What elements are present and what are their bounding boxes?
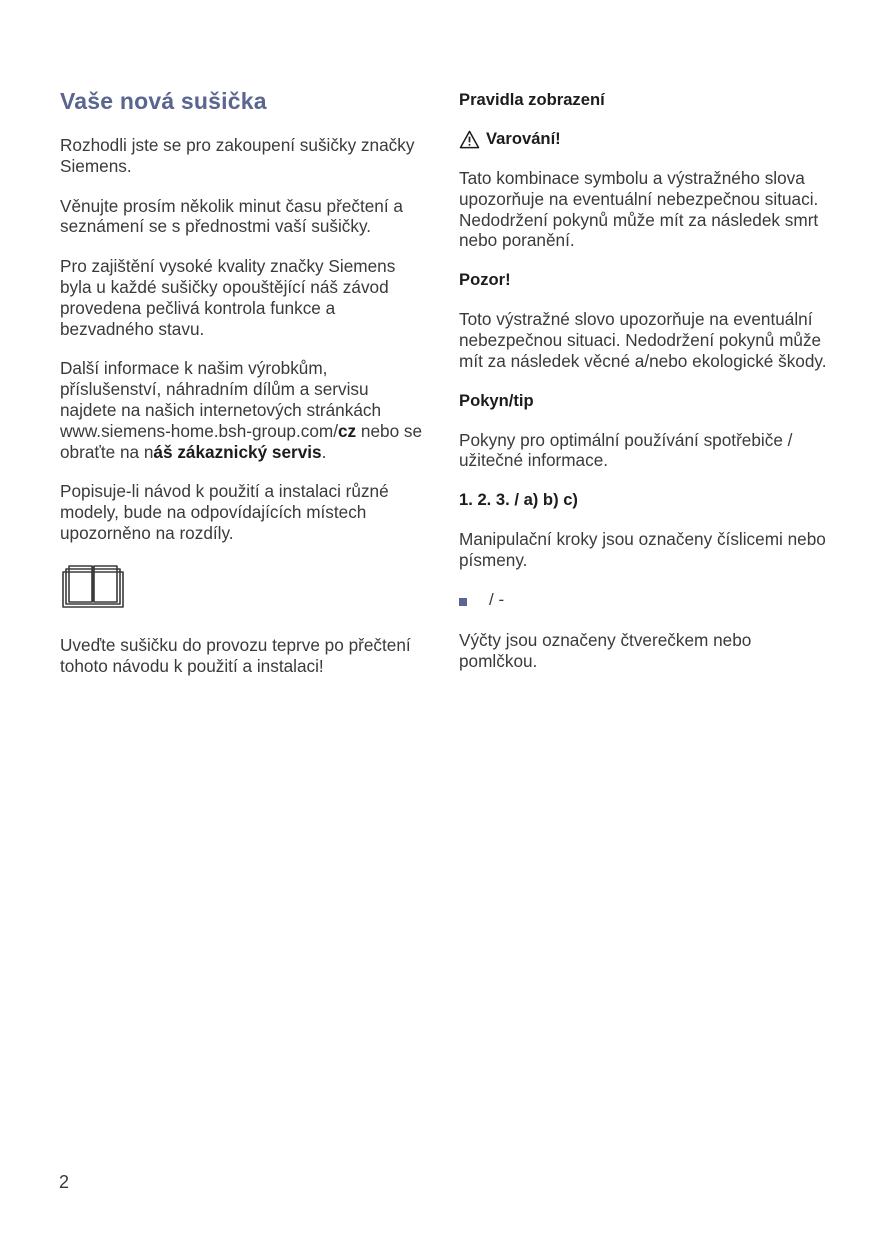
- list-marker-row: [459, 590, 829, 610]
- start-paragraph: Uveďte sušičku do provozu teprve po přečtení tohoto návodu k použití a instalaci!: [60, 634, 411, 676]
- square-bullet-icon: [459, 598, 467, 606]
- left-column: [60, 86, 426, 695]
- list-marker-text: / -: [489, 589, 505, 609]
- list-text: Výčty jsou označeny čtverečkem nebo pomlčkou.: [459, 629, 752, 671]
- models-paragraph: Popisuje-li návod k použití a instalaci různé modely, bude na odpovídajících místech upozorněno na rozdíly.: [60, 481, 389, 543]
- info-text: Další informace k našim výrobkům, příslušenství, náhradním dílům a servisu najdete na našich internetových stránkách www.siemens-home.bsh-group.com/: [60, 358, 382, 441]
- caution-title: Pozor!: [459, 270, 511, 290]
- manual-book-icon: [62, 563, 124, 609]
- tip-title: Pokyn/tip: [459, 390, 534, 410]
- tip-text: Pokyny pro optimální používání spotřebiče / užitečné informace.: [459, 429, 793, 471]
- right-column: [459, 86, 829, 690]
- intro-paragraph: Rozhodli jste se pro zakoupení sušičky značky Siemens.: [60, 135, 415, 176]
- steps-text: Manipulační kroky jsou označeny číslicemi nebo písmeny.: [459, 529, 826, 570]
- page-number: 2: [59, 1172, 70, 1192]
- steps-title: 1. 2. 3. / a) b) c): [459, 490, 578, 510]
- warning-title: Varování!: [486, 129, 561, 148]
- warning-triangle-icon: [459, 130, 480, 149]
- info-text-2: nebo se obraťte na n: [60, 420, 423, 462]
- info-paragraph: [60, 358, 426, 462]
- customer-service-link[interactable]: áš zákaznický servis: [153, 441, 322, 462]
- country-code: cz: [337, 420, 357, 441]
- read-paragraph: Věnujte prosím několik minut času přečtení a seznámení se s přednostmi vaší sušičky.: [60, 195, 403, 237]
- rules-heading: Pravidla zobrazení: [459, 90, 605, 109]
- quality-paragraph: Pro zajištění vysoké kvality značky Siemens byla u každé sušičky opouštějící náš závod provedena pečlivá kontrola funkce a bezvadného stavu.: [60, 256, 396, 339]
- caution-text: Toto výstražné slovo upozorňuje na eventuální nebezpečnou situaci. Nedodržení pokynů může mít za následek věcné a/nebo ekologické škody.: [459, 309, 827, 371]
- warning-text: Tato kombinace symbolu a výstražného slova upozorňuje na eventuální nebezpečnou situaci. Nedodržení pokynů může mít za následek smrt nebo poranění.: [459, 168, 819, 251]
- page-title: Vaše nová sušička: [60, 88, 267, 114]
- info-period: .: [321, 441, 327, 462]
- warning-heading: [459, 129, 829, 149]
